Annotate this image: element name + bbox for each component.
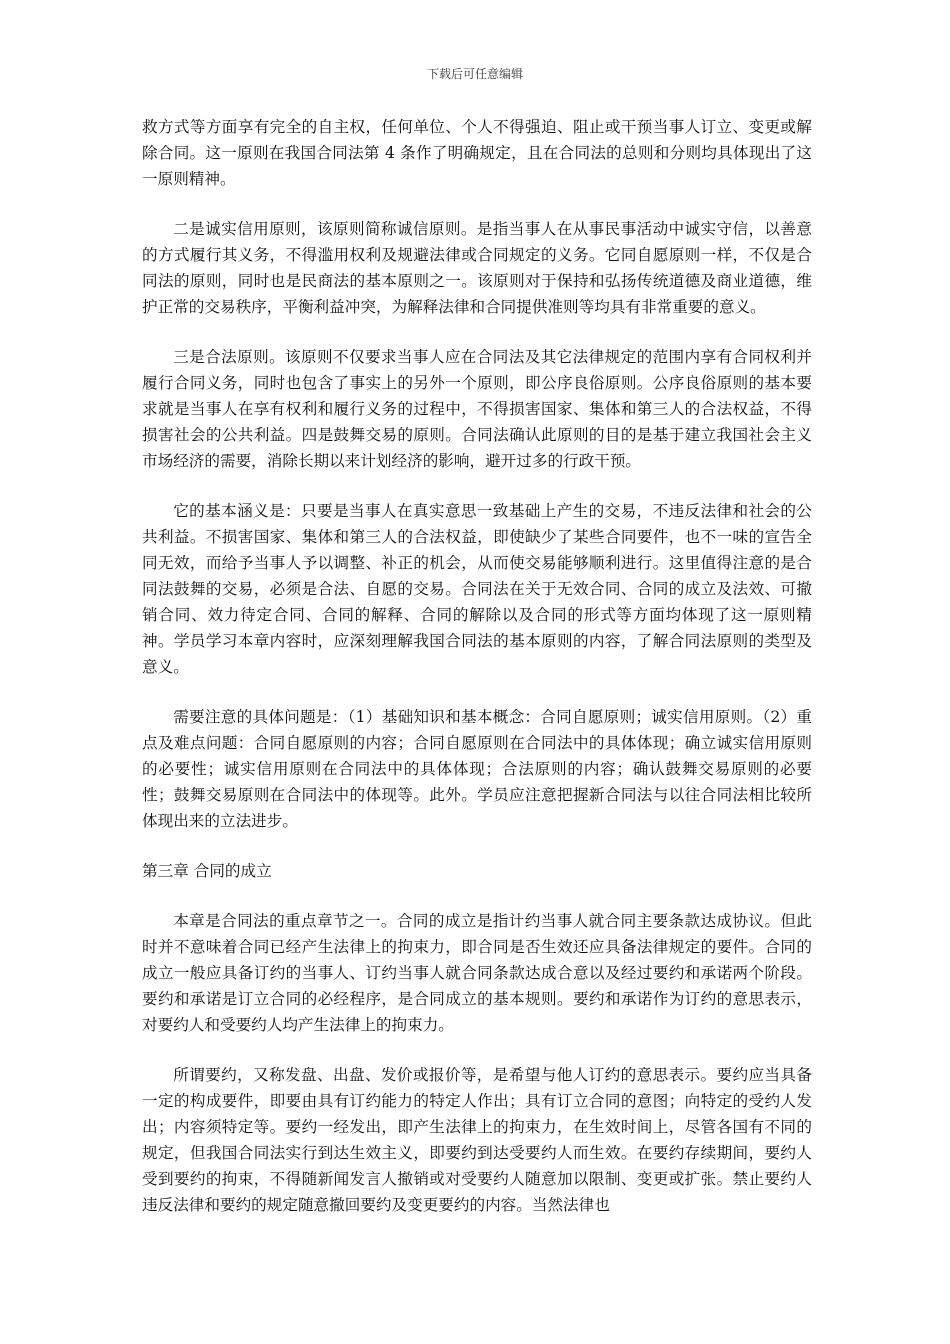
paragraph-offer: 所谓要约，又称发盘、出盘、发价或报价等，是希望与他人订约的意思表示。要约应当具备一定的构成要件，即要由具有订约能力的特定人作出；具有订立合同的意图；向特定的受约人发出；内容须特定等。要约一经发出，即产生法律上的拘束力，在生效时间上，尽管各国有不同的规定，但我国合同法实行到达生效主义，即要约到达受要约人而生效。在要约存续期间，要约人受到要约的拘束，不得随新闻发言人撤销或对受要约人随意加以限制、变更或扩张。禁止要约人违反法律和要约的规定随意撤回要约及变更要约的内容。当然法律也 (142, 1066, 812, 1214)
paragraph-basic-meaning: 它的基本涵义是：只要是当事人在真实意思一致基础上产生的交易，不违反法律和社会的公共利益。不损害国家、集体和第三人的合法权益，即使缺少了某些合同要件，也不一味的宣告全同无效，而给予当事人予以调整、补正的机会，从而使交易能够顺利进行。这里值得注意的是合同法鼓舞的交易，必须是合法、自愿的交易。合同法在关于无效合同、合同的成立及法效、可撤销合同、效力待定合同、合同的解释、合同的解除以及合同的形式等方面均体现了这一原则精神。学员学习本章内容时，应深刻理解我国合同法的基本原则的内容，了解合同法原则的类型及意义。 (142, 502, 812, 676)
paragraph-key-issues: 需要注意的具体问题是：（1）基础知识和基本概念：合同自愿原则；诚实信用原则。（2）重点及难点问题：合同自愿原则的内容；合同自愿原则在合同法中的具体体现；确立诚实信用原则的必要性；诚实信用原则在合同法中的具体体现；合法原则的内容；确认鼓舞交易原则的必要性；鼓舞交易原则在合同法中的体现等。此外。学员应注意把握新合同法与以往合同法相比较所体现出来的立法进步。 (142, 708, 812, 830)
paragraph-good-faith-principle: 二是诚实信用原则，该原则简称诚信原则。是指当事人在从事民事活动中诚实守信，以善意的方式履行其义务，不得滥用权利及规避法律或合同规定的义务。它同自愿原则一样，不仅是合同法的原则，同时也是民商法的基本原则之一。该原则对于保持和弘扬传统道德及商业道德，维护正常的交易秩序，平衡利益冲突，为解释法律和合同提供准则等均具有非常重要的意义。 (142, 220, 812, 316)
paragraph-continuation: 救方式等方面享有完全的自主权，任何单位、个人不得强迫、阻止或干预当事人订立、变更或解除合同。这一原则在我国合同法第 4 条作了明确规定，且在合同法的总则和分则均具体现出了这一原则精神。 (142, 118, 812, 188)
paragraph-legality-principle: 三是合法原则。该原则不仅要求当事人应在合同法及其它法律规定的范围内享有合同权利并履行合同义务，同时也包含了事实上的另外一个原则，即公序良俗原则。公序良俗原则的基本要求就是当事人在享有权利和履行义务的过程中，不得损害国家、集体和第三人的合法权益，不得损害社会的公共利益。四是鼓舞交易的原则。合同法确认此原则的目的是基于建立我国社会主义市场经济的需要，消除长期以来计划经济的影响，避开过多的行政干预。 (142, 348, 812, 470)
paragraph-chapter-intro: 本章是合同法的重点章节之一。合同的成立是指计约当事人就合同主要条款达成协议。但此时并不意味着合同已经产生法律上的拘束力，即合同是否生效还应具备法律规定的要件。合同的成立一般应具备订约的当事人、订约当事人就合同条款达成合意以及经过要约和承诺两个阶段。要约和承诺是订立合同的必经程序，是合同成立的基本规则。要约和承诺作为订约的意思表示，对要约人和受要约人均产生法律上的拘束力。 (142, 912, 812, 1034)
chapter-heading: 第三章 合同的成立 (142, 862, 272, 880)
page-header: 下载后可任意编辑 (426, 67, 523, 81)
document-body (142, 114, 812, 1242)
